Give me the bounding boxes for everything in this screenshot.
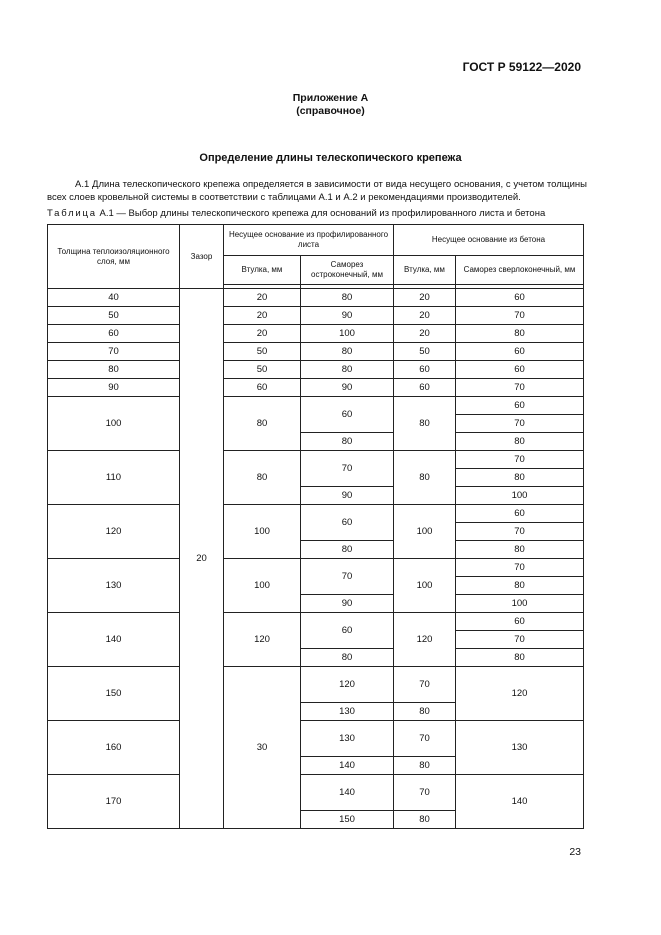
cell-thickness: 50	[48, 307, 180, 325]
cell-sharp-screw: 90	[301, 487, 394, 505]
cell-sharp-screw: 70	[394, 667, 456, 703]
cell-sharp-screw: 60	[301, 397, 394, 433]
cell-thickness: 110	[48, 451, 180, 505]
table-row	[48, 361, 584, 379]
cell-concrete-sleeve: 80	[394, 397, 456, 451]
fastener-length-table	[47, 224, 584, 829]
page-number: 23	[569, 846, 581, 858]
cell-profiled-sleeve: 80	[224, 397, 301, 451]
cell-profiled-sleeve: 140	[301, 775, 394, 811]
cell-concrete-sleeve: 120	[456, 667, 584, 721]
cell-drill-screw: 80	[456, 577, 584, 595]
cell-drill-screw: 80	[456, 325, 584, 343]
cell-thickness: 160	[48, 721, 180, 775]
appendix-heading	[0, 92, 661, 118]
cell-profiled-sleeve: 140	[301, 757, 394, 775]
cell-profiled-sleeve: 20	[224, 289, 301, 307]
cell-drill-screw: 70	[456, 307, 584, 325]
cell-sharp-screw: 80	[301, 649, 394, 667]
appendix-subtitle: (справочное)	[296, 105, 365, 117]
cell-drill-screw: 70	[456, 451, 584, 469]
cell-profiled-sleeve: 50	[224, 361, 301, 379]
cell-sharp-screw: 70	[394, 721, 456, 757]
table-row	[48, 613, 584, 631]
cell-drill-screw: 60	[456, 613, 584, 631]
header-profiled-sleeve: Втулка, мм	[224, 256, 301, 285]
cell-thickness: 120	[48, 505, 180, 559]
cell-gap: 30	[224, 667, 301, 829]
cell-profiled-sleeve: 120	[224, 613, 301, 667]
cell-concrete-sleeve: 20	[394, 289, 456, 307]
header-gap: Зазор	[180, 225, 224, 289]
cell-drill-screw: 60	[456, 343, 584, 361]
cell-sharp-screw: 60	[301, 613, 394, 649]
cell-drill-screw: 80	[456, 433, 584, 451]
cell-thickness: 70	[48, 343, 180, 361]
cell-concrete-sleeve: 140	[456, 775, 584, 829]
header-profiled-group: Несущее основание из профилированного листа	[224, 225, 394, 256]
document-code: ГОСТ Р 59122—2020	[462, 60, 581, 74]
cell-sharp-screw: 90	[301, 595, 394, 613]
table-caption	[47, 208, 545, 219]
cell-concrete-sleeve: 130	[456, 721, 584, 775]
cell-drill-screw: 70	[456, 523, 584, 541]
cell-concrete-sleeve: 120	[394, 613, 456, 667]
table-caption-text: А.1 — Выбор длины телескопического крепежа для оснований из профилированного листа и бетона	[99, 208, 546, 219]
cell-thickness: 80	[48, 361, 180, 379]
cell-sharp-screw: 90	[301, 379, 394, 397]
cell-drill-screw: 70	[456, 559, 584, 577]
cell-concrete-sleeve: 20	[394, 325, 456, 343]
cell-thickness: 90	[48, 379, 180, 397]
cell-sharp-screw: 80	[394, 757, 456, 775]
cell-profiled-sleeve: 120	[301, 667, 394, 703]
table-row	[48, 721, 584, 739]
cell-profiled-sleeve: 130	[301, 721, 394, 757]
table-row	[48, 667, 584, 685]
cell-drill-screw: 100	[456, 595, 584, 613]
cell-sharp-screw: 90	[301, 307, 394, 325]
cell-drill-screw: 80	[456, 649, 584, 667]
table-row	[48, 451, 584, 469]
cell-drill-screw: 70	[456, 631, 584, 649]
cell-profiled-sleeve: 20	[224, 325, 301, 343]
cell-concrete-sleeve: 60	[394, 361, 456, 379]
cell-concrete-sleeve: 50	[394, 343, 456, 361]
cell-concrete-sleeve: 80	[394, 451, 456, 505]
table-row	[48, 289, 584, 307]
appendix-title: Приложение А	[292, 92, 369, 104]
cell-sharp-screw: 80	[394, 703, 456, 721]
cell-drill-screw: 80	[456, 469, 584, 487]
table-row	[48, 775, 584, 793]
header-thickness: Толщина теплоизоляционного слоя, мм	[48, 225, 180, 289]
cell-concrete-sleeve: 60	[394, 379, 456, 397]
cell-sharp-screw: 100	[301, 325, 394, 343]
table-row	[48, 397, 584, 415]
section-paragraph: А.1 Длина телескопического крепежа определяется в зависимости от вида несущего основания, с учетом толщины всех слоев кровельной системы в соответствии с таблицами А.1 и А.2 и рекомендациями производителей.	[47, 179, 587, 203]
cell-sharp-screw: 70	[301, 559, 394, 595]
cell-concrete-sleeve: 100	[394, 559, 456, 613]
table-row	[48, 343, 584, 361]
cell-thickness: 170	[48, 775, 180, 829]
cell-drill-screw: 60	[456, 361, 584, 379]
cell-sharp-screw: 80	[301, 289, 394, 307]
cell-drill-screw: 70	[456, 415, 584, 433]
cell-drill-screw: 70	[456, 379, 584, 397]
cell-profiled-sleeve: 80	[224, 451, 301, 505]
cell-gap: 20	[180, 289, 224, 829]
table-row	[48, 559, 584, 577]
section-title: Определение длины телескопического крепежа	[199, 152, 462, 164]
table-row	[48, 379, 584, 397]
cell-sharp-screw: 80	[301, 361, 394, 379]
table-row	[48, 307, 584, 325]
cell-sharp-screw: 80	[301, 433, 394, 451]
cell-thickness: 130	[48, 559, 180, 613]
cell-drill-screw: 100	[456, 487, 584, 505]
table-row	[48, 325, 584, 343]
cell-profiled-sleeve: 150	[301, 811, 394, 829]
cell-thickness: 150	[48, 667, 180, 721]
cell-sharp-screw: 80	[301, 541, 394, 559]
cell-profiled-sleeve: 100	[224, 559, 301, 613]
cell-sharp-screw: 70	[301, 451, 394, 487]
cell-drill-screw: 60	[456, 505, 584, 523]
cell-sharp-screw: 80	[394, 811, 456, 829]
table-caption-label: Таблица	[47, 208, 97, 219]
table-row	[48, 505, 584, 523]
cell-profiled-sleeve: 60	[224, 379, 301, 397]
cell-profiled-sleeve: 20	[224, 307, 301, 325]
cell-profiled-sleeve: 50	[224, 343, 301, 361]
cell-thickness: 40	[48, 289, 180, 307]
cell-sharp-screw: 70	[394, 775, 456, 811]
cell-profiled-sleeve: 130	[301, 703, 394, 721]
header-sharp-screw: Саморез остроконечный, мм	[301, 256, 394, 285]
cell-sharp-screw: 80	[301, 343, 394, 361]
cell-drill-screw: 60	[456, 289, 584, 307]
header-drill-screw: Саморез сверлоконечный, мм	[456, 256, 584, 285]
cell-drill-screw: 80	[456, 541, 584, 559]
cell-sharp-screw: 60	[301, 505, 394, 541]
cell-concrete-sleeve: 20	[394, 307, 456, 325]
header-concrete-sleeve: Втулка, мм	[394, 256, 456, 285]
cell-profiled-sleeve: 100	[224, 505, 301, 559]
cell-concrete-sleeve: 100	[394, 505, 456, 559]
cell-thickness: 60	[48, 325, 180, 343]
cell-thickness: 100	[48, 397, 180, 451]
cell-drill-screw: 60	[456, 397, 584, 415]
header-concrete-group: Несущее основание из бетона	[394, 225, 584, 256]
cell-thickness: 140	[48, 613, 180, 667]
